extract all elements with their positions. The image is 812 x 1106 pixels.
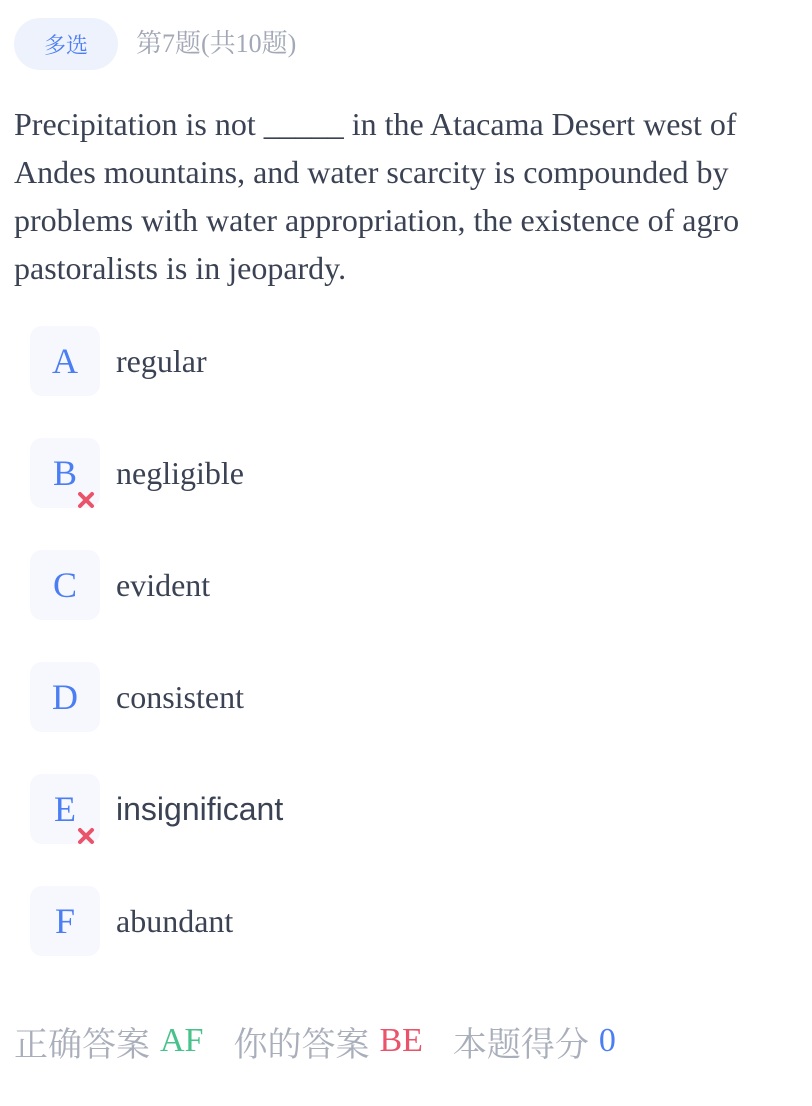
option-letter-box [30, 662, 100, 732]
option-c[interactable] [30, 550, 790, 620]
my-answer-label: 你的答案 [233, 1024, 370, 1065]
option-b[interactable] [30, 438, 790, 508]
option-text: consistent [116, 678, 244, 715]
option-text: insignificant [116, 790, 284, 827]
result-summary [14, 1018, 616, 1064]
option-text: negligible [116, 454, 244, 491]
question-text: Precipitation is not _____ in the Atacama Desert west of Andes mountains, and water scarcity is compounded by problems with water appropriation, the existence of agro pastoralists is in jeopardy. [14, 106, 740, 286]
score-value: 0 [598, 1022, 616, 1059]
option-letter: A [52, 341, 78, 381]
option-letter: E [54, 789, 76, 829]
question-header [14, 18, 296, 70]
option-f[interactable] [30, 886, 790, 956]
correct-answer-label: 正确答案 [14, 1024, 150, 1065]
score-label: 本题得分 [452, 1024, 589, 1065]
question-type-badge: 多选 [14, 18, 118, 70]
option-letter-box [30, 550, 100, 620]
option-e[interactable] [30, 774, 790, 844]
option-letter: F [54, 901, 76, 941]
option-text: regular [116, 342, 207, 379]
option-letter-box [30, 438, 100, 508]
option-letter-box [30, 774, 100, 844]
option-letter-box [30, 886, 100, 956]
option-d[interactable] [30, 662, 790, 732]
option-letter: C [52, 565, 77, 605]
option-a[interactable] [30, 326, 790, 396]
option-letter-box [30, 326, 100, 396]
option-text: evident [116, 566, 211, 603]
option-text: abundant [116, 902, 234, 939]
option-letter: D [52, 677, 78, 717]
option-letter: B [52, 453, 77, 493]
options-list [30, 326, 790, 998]
question-progress: 第7题(共10题) [136, 29, 297, 58]
cross-icon [76, 490, 96, 510]
correct-answer-value: AF [160, 1022, 204, 1059]
cross-icon [76, 826, 96, 846]
my-answer-value: BE [379, 1022, 423, 1059]
